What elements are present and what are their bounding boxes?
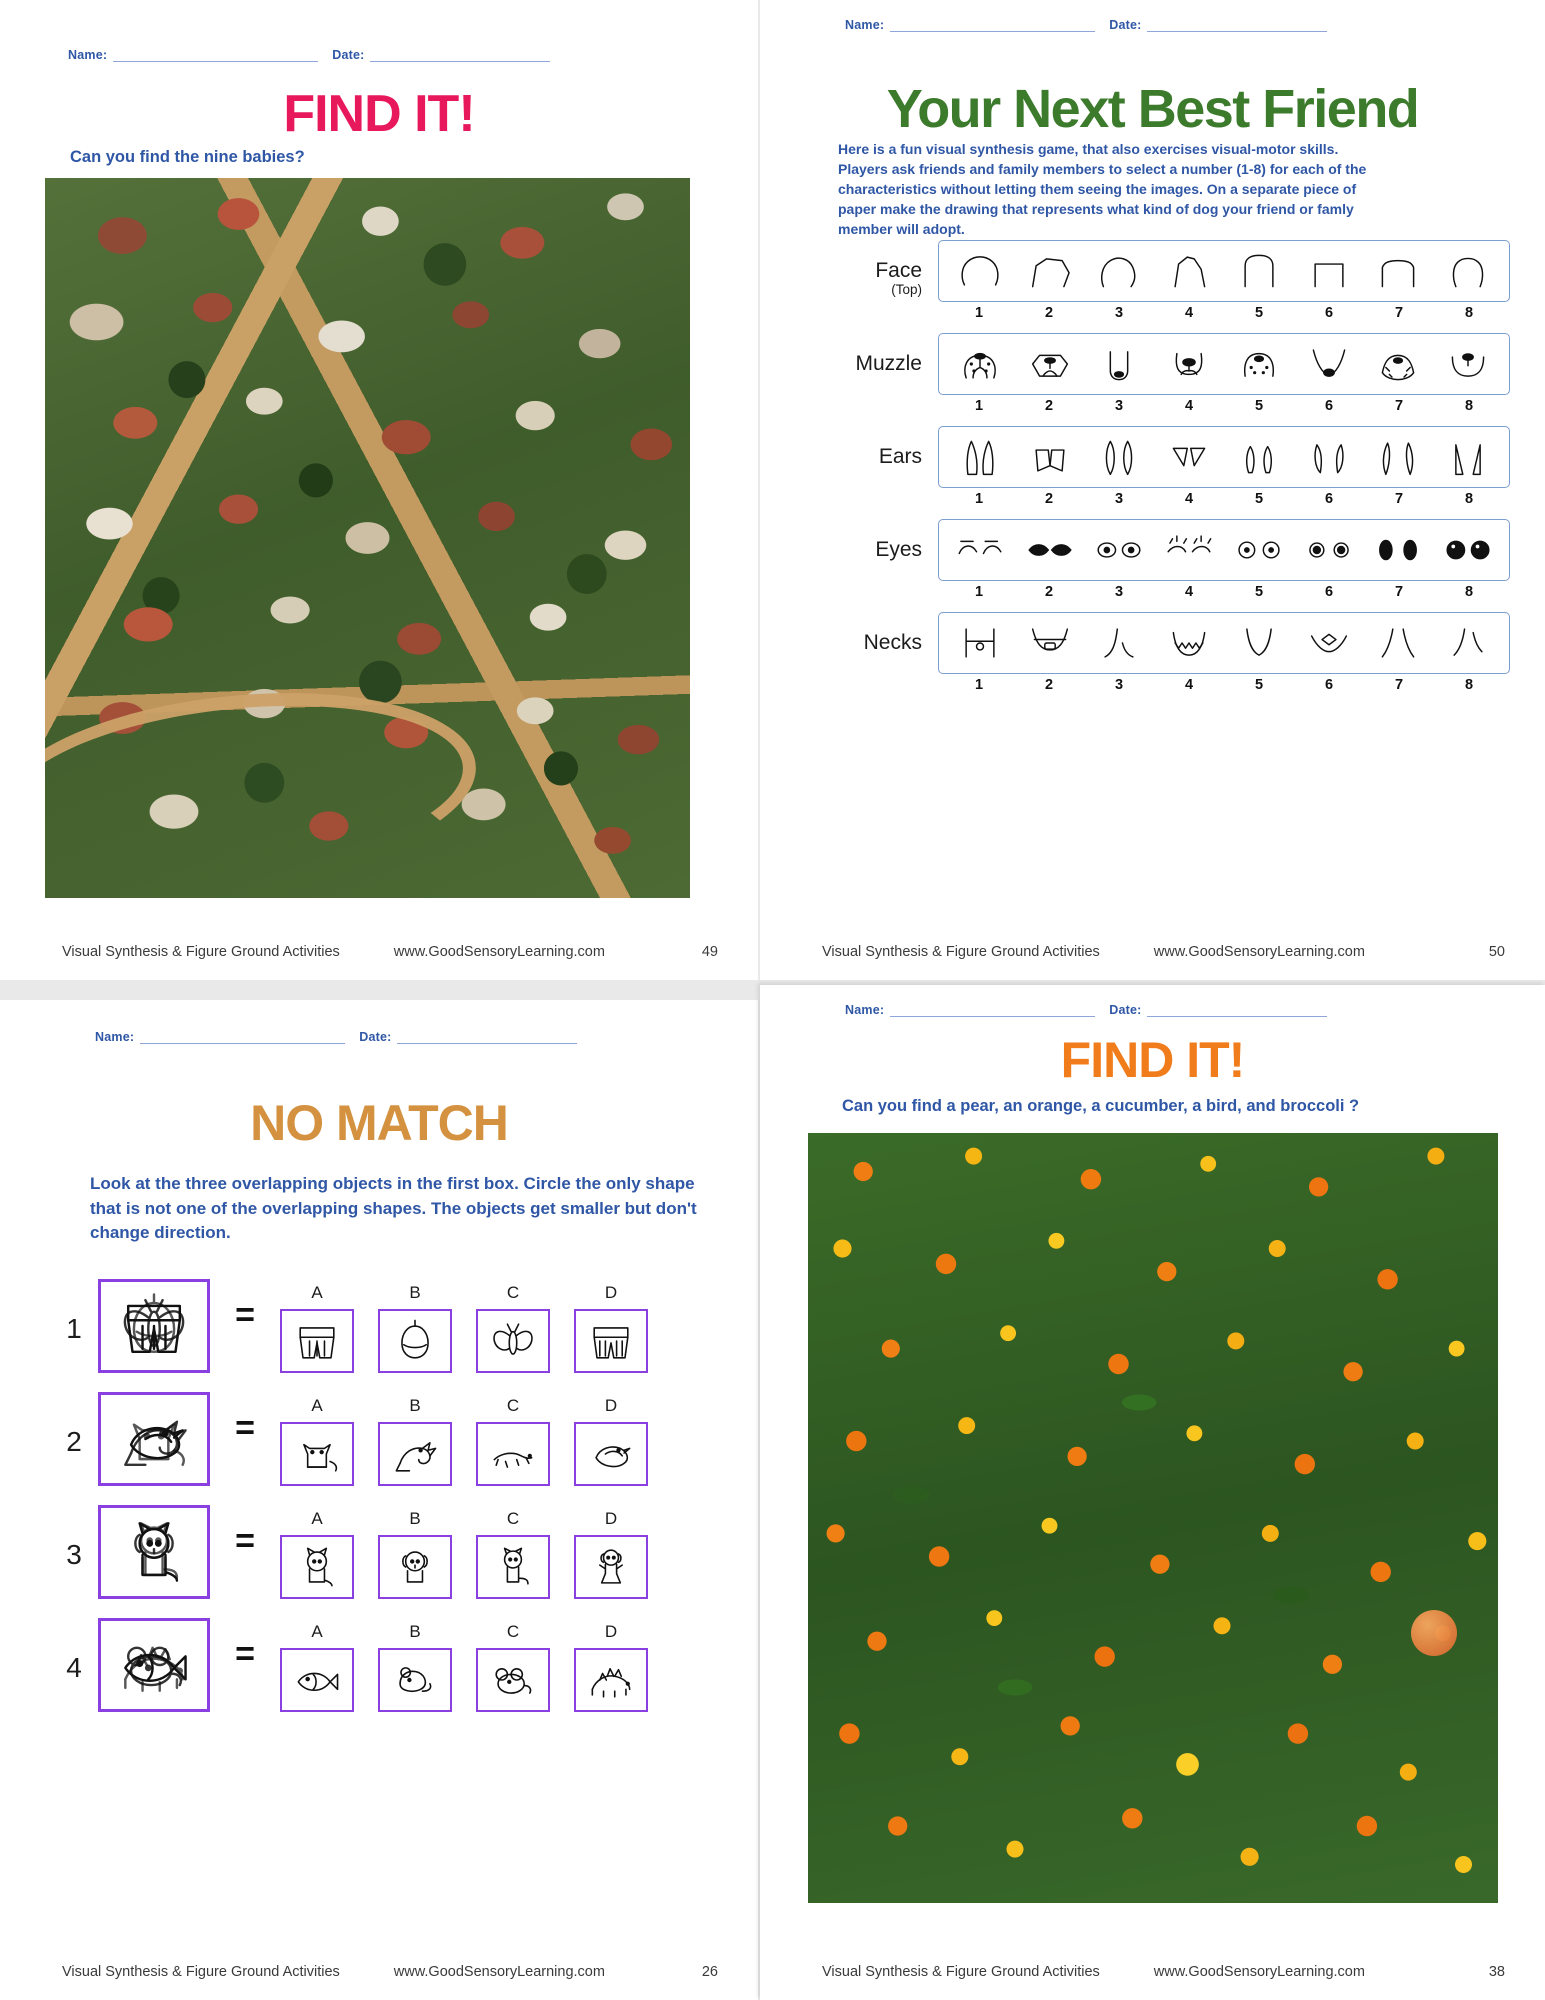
dog-option-number: 6	[1324, 677, 1334, 693]
overlapping-fish-mouse-dinosaur-icon	[98, 1618, 210, 1712]
tall-upright-ears-icon[interactable]	[1433, 427, 1503, 487]
dog-option-number: 1	[974, 398, 984, 414]
mouse-curled-icon[interactable]	[378, 1648, 452, 1712]
wide-jowl-muzzle-icon[interactable]	[1433, 334, 1503, 394]
dog-begging-icon[interactable]	[574, 1535, 648, 1599]
page-title: NO MATCH	[250, 1095, 508, 1151]
bow-tie-neck-icon[interactable]	[1294, 613, 1364, 673]
name-label: Name:	[845, 1003, 885, 1017]
worksheet-no-match	[0, 1000, 758, 2000]
page-title: FIND IT!	[1060, 1032, 1245, 1088]
dog-option-number: 1	[974, 491, 984, 507]
acorn-icon[interactable]	[378, 1309, 452, 1373]
spotted-droopy-muzzle-icon[interactable]	[945, 334, 1015, 394]
small-round-eyes-icon[interactable]	[1224, 520, 1294, 580]
moth-icon[interactable]	[476, 1309, 550, 1373]
folded-ears-icon[interactable]	[1015, 427, 1085, 487]
dog-option-number: 7	[1394, 398, 1404, 414]
dog-option-number: 8	[1464, 584, 1474, 600]
dog-feature-row	[820, 426, 1510, 507]
dog-sitting-icon[interactable]	[378, 1535, 452, 1599]
dog-option-number: 7	[1394, 677, 1404, 693]
freckled-muzzle-icon[interactable]	[1224, 334, 1294, 394]
tall-oval-eyes-icon[interactable]	[1364, 520, 1434, 580]
option-letter: D	[604, 1283, 618, 1302]
name-input-line[interactable]	[140, 1031, 345, 1044]
dog-option-number: 2	[1044, 305, 1054, 321]
answer-option	[574, 1283, 648, 1383]
dog-option-number: 4	[1184, 584, 1194, 600]
page-subtitle: Can you find the nine babies?	[70, 148, 305, 166]
row-number: 2	[66, 1426, 82, 1457]
option-letter: C	[506, 1509, 520, 1528]
option-letter: C	[506, 1396, 520, 1415]
dog-option-number: 6	[1324, 398, 1334, 414]
dog-feature-number-row	[938, 677, 1510, 693]
name-field-group[interactable]	[68, 48, 318, 62]
dog-option-number: 1	[974, 677, 984, 693]
dog-option-number: 2	[1044, 677, 1054, 693]
dog-feature-chart	[820, 240, 1510, 705]
mouse-icon[interactable]	[476, 1648, 550, 1712]
oval-eyes-icon[interactable]	[1085, 520, 1155, 580]
date-label: Date:	[1109, 18, 1142, 32]
small-pricked-ears-icon[interactable]	[1224, 427, 1294, 487]
answer-option	[476, 1622, 550, 1722]
dog-feature-option-box	[938, 426, 1510, 488]
option-letter: B	[409, 1283, 421, 1302]
footer-url: www.GoodSensoryLearning.com	[1153, 1964, 1365, 1980]
dog-option-number: 4	[1184, 677, 1194, 693]
date-input-line[interactable]	[370, 49, 550, 62]
dog-feature-row	[820, 333, 1510, 414]
footer-url: www.GoodSensoryLearning.com	[393, 944, 605, 960]
pointed-muzzle-icon[interactable]	[1294, 334, 1364, 394]
worksheet-find-babies	[0, 0, 758, 980]
dotted-eyes-icon[interactable]	[1294, 520, 1364, 580]
dog-option-number: 6	[1324, 305, 1334, 321]
footer-title: Visual Synthesis & Figure Ground Activities	[62, 1964, 340, 1980]
angular-muzzle-icon[interactable]	[1015, 334, 1085, 394]
half-closed-eyes-icon[interactable]	[945, 520, 1015, 580]
shorts-icon[interactable]	[280, 1309, 354, 1373]
broad-flat-head-icon[interactable]	[1364, 241, 1434, 301]
dog-option-number: 5	[1254, 677, 1264, 693]
dog-option-number: 3	[1114, 305, 1124, 321]
oval-head-icon[interactable]	[1433, 241, 1503, 301]
option-letter: D	[604, 1622, 618, 1641]
cat-sitting-icon[interactable]	[280, 1535, 354, 1599]
option-letter: B	[409, 1396, 421, 1415]
answer-option	[280, 1509, 354, 1609]
page-title: Your Next Best Friend	[886, 79, 1419, 139]
date-label: Date:	[1109, 1003, 1142, 1017]
footer-title: Visual Synthesis & Figure Ground Activities	[62, 944, 340, 960]
page-subtitle: Can you find a pear, an orange, a cucumber, a bird, and broccoli ?	[842, 1097, 1360, 1115]
dog-option-number: 3	[1114, 677, 1124, 693]
lashed-eyes-icon[interactable]	[1154, 520, 1224, 580]
footer-page-number: 49	[701, 944, 718, 960]
dog-option-number: 2	[1044, 584, 1054, 600]
dog-option-number: 8	[1464, 491, 1474, 507]
no-match-puzzle-table	[50, 1270, 720, 1722]
date-field-group[interactable]	[359, 1030, 577, 1044]
cat-upright-icon[interactable]	[476, 1535, 550, 1599]
dog-option-number: 2	[1044, 398, 1054, 414]
wavy-ears-icon[interactable]	[1294, 427, 1364, 487]
answer-option	[476, 1509, 550, 1609]
footer-page-number: 50	[1488, 944, 1505, 960]
footer-title: Visual Synthesis & Figure Ground Activities	[822, 944, 1100, 960]
answer-option-group	[280, 1509, 648, 1609]
no-match-row	[50, 1383, 720, 1496]
dog-feature-number-row	[938, 491, 1510, 507]
equals-symbol: =	[235, 1635, 255, 1673]
angular-head-icon[interactable]	[1015, 241, 1085, 301]
square-head-icon[interactable]	[1224, 241, 1294, 301]
short-flap-ears-icon[interactable]	[1154, 427, 1224, 487]
name-label: Name:	[68, 48, 108, 62]
dog-option-number: 6	[1324, 584, 1334, 600]
curved-neck-icon[interactable]	[1364, 613, 1434, 673]
row-number: 4	[66, 1652, 82, 1683]
shorts-striped-icon[interactable]	[574, 1309, 648, 1373]
page-instructions: Look at the three overlapping objects in the first box. Circle the only shape that is not one of the overlapping shapes. The objects get smaller but don't change direction.	[90, 1174, 697, 1243]
name-input-line[interactable]	[890, 1004, 1095, 1017]
worksheet-next-best-friend	[760, 0, 1545, 980]
answer-option	[280, 1396, 354, 1496]
answer-option	[476, 1283, 550, 1383]
row-number: 3	[66, 1539, 82, 1570]
dog-option-number: 4	[1184, 305, 1194, 321]
buckle-collar-neck-icon[interactable]	[1015, 613, 1085, 673]
page-title: FIND IT!	[283, 85, 475, 143]
dog-option-number: 5	[1254, 398, 1264, 414]
dog-option-number: 1	[974, 584, 984, 600]
stegosaurus-icon[interactable]	[574, 1648, 648, 1712]
name-field-group[interactable]	[845, 1003, 1095, 1017]
footer-page-number: 38	[1488, 1964, 1505, 1980]
dog-feature-number-row	[938, 584, 1510, 600]
overlapping-rooster-dragon-cat-icon	[98, 1392, 210, 1486]
name-label: Name:	[95, 1030, 135, 1044]
dog-option-number: 3	[1114, 491, 1124, 507]
domed-head-icon[interactable]	[1085, 241, 1155, 301]
name-date-header	[845, 18, 1327, 32]
flat-top-head-icon[interactable]	[1294, 241, 1364, 301]
long-narrow-muzzle-icon[interactable]	[1085, 334, 1155, 394]
feathered-ears-icon[interactable]	[1364, 427, 1434, 487]
dog-feature-row-body	[938, 333, 1510, 414]
dragon-icon[interactable]	[378, 1422, 452, 1486]
option-letter: B	[409, 1509, 421, 1528]
answer-option-group	[280, 1622, 648, 1722]
answer-option	[280, 1622, 354, 1722]
hidden-orange-object	[1411, 1610, 1457, 1656]
dog-feature-label: Eyes	[875, 538, 922, 561]
dog-option-number: 5	[1254, 305, 1264, 321]
answer-option	[574, 1509, 648, 1609]
dog-feature-label: Face (Top)	[820, 240, 938, 297]
name-input-line[interactable]	[113, 49, 318, 62]
equals-symbol: =	[235, 1409, 255, 1447]
long-drop-ears-icon[interactable]	[1085, 427, 1155, 487]
fish-icon[interactable]	[280, 1648, 354, 1712]
wide-round-eyes-icon[interactable]	[1433, 520, 1503, 580]
dog-feature-option-box	[938, 240, 1510, 302]
option-letter: A	[311, 1509, 323, 1528]
date-field-group[interactable]	[332, 48, 550, 62]
no-match-row	[50, 1496, 720, 1609]
name-date-header	[95, 1030, 577, 1044]
no-match-row	[50, 1609, 720, 1722]
cat-icon[interactable]	[280, 1422, 354, 1486]
tall-narrow-head-icon[interactable]	[1154, 241, 1224, 301]
date-input-line[interactable]	[1147, 1004, 1327, 1017]
dog-feature-label: Muzzle	[855, 352, 922, 375]
dog-option-number: 6	[1324, 491, 1334, 507]
narrow-dark-eyes-icon[interactable]	[1015, 520, 1085, 580]
answer-option-group	[280, 1283, 648, 1383]
page-footer	[760, 944, 1545, 960]
option-letter: A	[311, 1622, 323, 1641]
dog-feature-row-body	[938, 519, 1510, 600]
dog-feature-sublabel: (Top)	[891, 281, 922, 297]
dog-option-number: 1	[974, 305, 984, 321]
option-letter: A	[311, 1283, 323, 1302]
footer-page-number: 26	[701, 1964, 718, 1980]
option-letter: A	[311, 1396, 323, 1415]
dog-option-number: 7	[1394, 305, 1404, 321]
name-date-header	[845, 1003, 1327, 1017]
dog-option-number: 7	[1394, 584, 1404, 600]
dog-option-number: 4	[1184, 491, 1194, 507]
date-input-line[interactable]	[397, 1031, 577, 1044]
dog-feature-row	[820, 240, 1510, 321]
dog-option-number: 4	[1184, 398, 1194, 414]
footer-url: www.GoodSensoryLearning.com	[1153, 944, 1365, 960]
dog-option-number: 3	[1114, 398, 1124, 414]
dog-option-number: 8	[1464, 305, 1474, 321]
footer-url: www.GoodSensoryLearning.com	[393, 1964, 605, 1980]
dog-feature-row-body	[938, 612, 1510, 693]
equals-symbol: =	[235, 1296, 255, 1334]
date-field-group[interactable]	[1109, 18, 1327, 32]
page-footer	[0, 1964, 758, 1980]
answer-option	[280, 1283, 354, 1383]
option-letter: B	[409, 1622, 421, 1641]
overlapping-cats-dog-icon	[98, 1505, 210, 1599]
option-letter: C	[506, 1283, 520, 1302]
answer-option-group	[280, 1396, 648, 1496]
no-match-row	[50, 1270, 720, 1383]
answer-option	[378, 1509, 452, 1609]
dog-option-number: 2	[1044, 491, 1054, 507]
tapered-neck-icon[interactable]	[1433, 613, 1503, 673]
marigold-garden-photo	[808, 1133, 1498, 1903]
answer-option	[378, 1396, 452, 1496]
page-footer	[760, 1964, 1545, 1980]
broad-short-muzzle-icon[interactable]	[1154, 334, 1224, 394]
name-input-line[interactable]	[890, 19, 1095, 32]
dog-option-number: 8	[1464, 677, 1474, 693]
row-number: 1	[66, 1313, 82, 1344]
answer-option	[574, 1622, 648, 1722]
overlapping-shorts-insect-acorn-icon	[98, 1279, 210, 1373]
round-head-icon[interactable]	[945, 241, 1015, 301]
lizard-icon[interactable]	[476, 1422, 550, 1486]
garden-photo-texture	[808, 1133, 1498, 1903]
answer-option	[574, 1396, 648, 1496]
date-label: Date:	[359, 1030, 392, 1044]
dog-feature-row	[820, 519, 1510, 600]
dog-feature-option-box	[938, 519, 1510, 581]
page-footer	[0, 944, 758, 960]
tag-collar-neck-icon[interactable]	[945, 613, 1015, 673]
option-letter: D	[604, 1509, 618, 1528]
option-letter: D	[604, 1396, 618, 1415]
fluffy-muzzle-icon[interactable]	[1364, 334, 1434, 394]
date-label: Date:	[332, 48, 365, 62]
village-aerial-photo	[45, 178, 690, 898]
name-label: Name:	[845, 18, 885, 32]
dog-feature-number-row	[938, 305, 1510, 321]
dog-feature-label: Necks	[863, 631, 922, 654]
dog-option-number: 8	[1464, 398, 1474, 414]
page-instructions: Here is a fun visual synthesis game, that also exercises visual-motor skills. Players ask friends and family members to select a number (1-8) for each of the characteristics without letting them seeing the images. On a separate piece of paper make the drawing that represents what kind of dog your friend or famly member will adopt.	[838, 141, 1367, 237]
slim-neck-icon[interactable]	[1224, 613, 1294, 673]
dog-option-number: 5	[1254, 491, 1264, 507]
date-field-group[interactable]	[1109, 1003, 1327, 1017]
name-field-group[interactable]	[95, 1030, 345, 1044]
dog-feature-row-body	[938, 240, 1510, 321]
name-field-group[interactable]	[845, 18, 1095, 32]
date-input-line[interactable]	[1147, 19, 1327, 32]
bird-icon[interactable]	[574, 1422, 648, 1486]
footer-title: Visual Synthesis & Figure Ground Activities	[822, 1964, 1100, 1980]
dog-feature-row	[820, 612, 1510, 693]
option-letter: C	[506, 1622, 520, 1641]
dog-feature-number-row	[938, 398, 1510, 414]
answer-option	[378, 1622, 452, 1722]
dog-option-number: 5	[1254, 584, 1264, 600]
smooth-neck-icon[interactable]	[1085, 613, 1155, 673]
dog-feature-option-box	[938, 333, 1510, 395]
answer-option	[476, 1396, 550, 1496]
dog-feature-row-body	[938, 426, 1510, 507]
answer-option	[378, 1283, 452, 1383]
dog-option-number: 3	[1114, 584, 1124, 600]
dog-feature-label: Ears	[878, 445, 922, 468]
equals-symbol: =	[235, 1522, 255, 1560]
worksheet-find-garden	[760, 985, 1545, 2000]
name-date-header	[68, 48, 550, 62]
tall-pointed-ears-icon[interactable]	[945, 427, 1015, 487]
dog-option-number: 7	[1394, 491, 1404, 507]
dog-feature-option-box	[938, 612, 1510, 674]
shaggy-neck-icon[interactable]	[1154, 613, 1224, 673]
